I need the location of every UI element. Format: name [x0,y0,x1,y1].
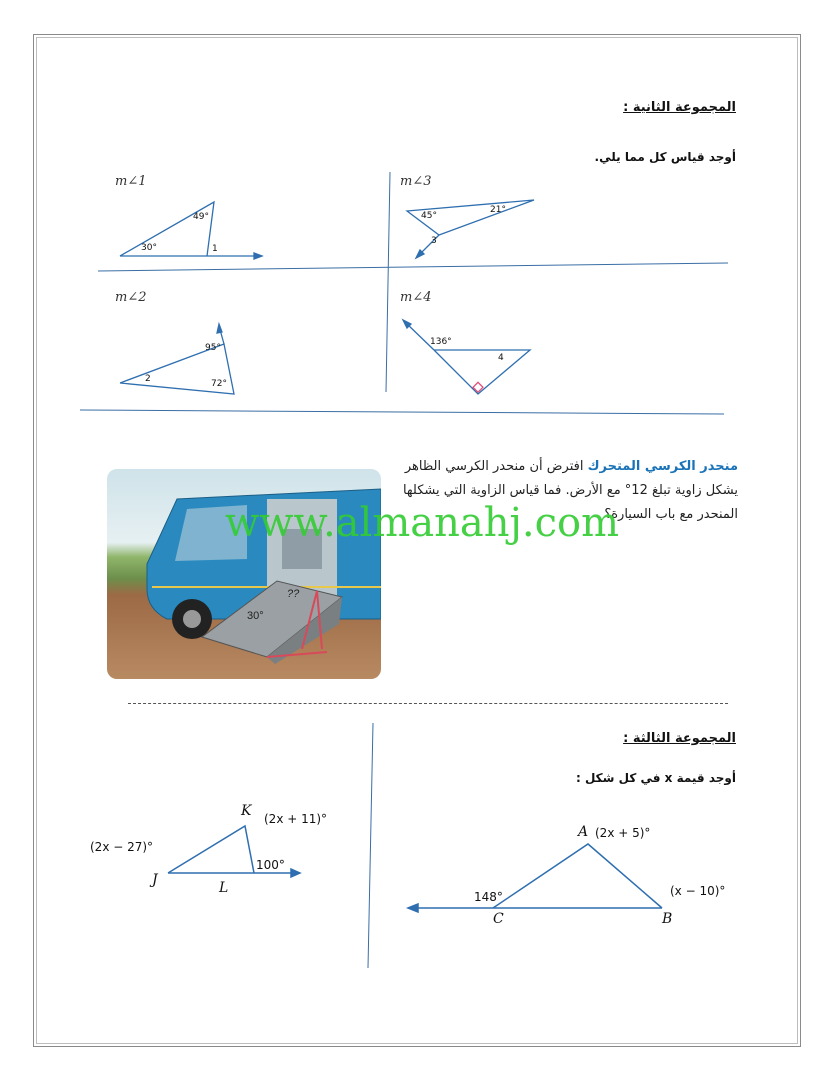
watermark: www.almanahj.com [225,500,620,546]
fig6-angle-a: (2x + 5)° [595,826,651,840]
ramp-problem-body: افترض أن منحدر الكرسي الظاهر يشكل زاوية تبلغ 12° مع الأرض. فما قياس الزاوية التي يشكلها المنحدر مع باب السيارة؟ [402,459,738,522]
figure-angle-3 [407,200,534,258]
fig5-angle-j: (2x − 27)° [90,840,154,854]
vertex-j: J [152,872,158,888]
figure-triangle-abc [408,844,662,912]
vertex-l: L [219,880,229,896]
vertex-b: B [662,911,673,927]
ramp-unknown-text: ?? [287,588,300,600]
f1-angle-49: 49° [193,212,209,222]
f3-angle-21: 21° [490,205,506,215]
f3-angle-3: 3 [431,236,437,246]
fig5-angle-k: (2x + 11)° [264,812,328,826]
fig6-angle-b: (x − 10)° [670,884,726,898]
group2-title: المجموعة الثانية : [623,100,736,115]
f2-angle-95: 95° [205,343,221,353]
ramp-problem-keyword: منحدر الكرسي المتحرك [587,459,738,474]
f2-angle-72: 72° [211,379,227,389]
f1-angle-30: 30° [141,243,157,253]
ramp-angle-text: 30° [247,610,264,622]
f2-angle-2: 2 [145,374,151,384]
label-m-angle-1: m∠1 [115,174,147,189]
f4-angle-4: 4 [498,353,504,363]
fig6-exterior-angle: 148° [474,890,503,904]
fig5-exterior-angle: 100° [256,858,285,872]
f1-angle-1: 1 [212,244,218,254]
section-divider [128,703,728,704]
group2-instruction: أوجد قياس كل مما يلي. [594,150,736,164]
f3-angle-45: 45° [421,211,437,221]
f4-angle-136: 136° [430,337,452,347]
label-m-angle-3: m∠3 [400,174,432,189]
label-m-angle-4: m∠4 [400,290,432,305]
vertex-k: K [241,803,252,819]
group3-title: المجموعة الثالثة : [623,731,736,746]
group3-instruction: أوجد قيمة x في كل شكل : [575,771,736,785]
vertex-c: C [493,911,504,927]
label-m-angle-2: m∠2 [115,290,147,305]
vertex-a: A [578,824,589,840]
figure-angle-4 [403,320,530,394]
